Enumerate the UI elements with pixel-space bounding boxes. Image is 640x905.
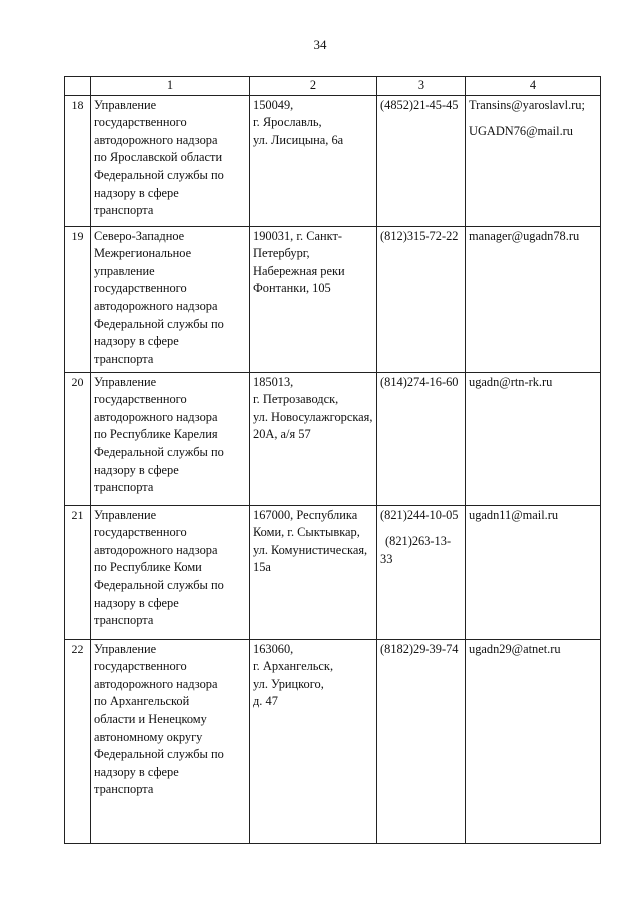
table-row: [65, 95, 601, 226]
address-cell-line: Фонтанки, 105: [253, 281, 331, 296]
organization-name-line: надзору в сфере: [94, 764, 179, 779]
organization-name-line: управление: [94, 263, 155, 278]
table-row: [65, 372, 601, 505]
table-row: [65, 639, 601, 843]
phone-cell: [377, 505, 466, 639]
organization-name-line: транспорта: [94, 782, 154, 797]
email-cell-line: ugadn@rtn-rk.ru: [469, 374, 553, 389]
address-cell-line: 20А, а/я 57: [253, 427, 311, 442]
email-cell: [466, 639, 601, 843]
address-cell-line: ул. Лисицына, 6а: [253, 132, 344, 147]
organization-name: [91, 226, 250, 372]
organization-name-line: Федеральной службы по: [94, 747, 224, 762]
address-cell: [250, 95, 377, 226]
organization-name-line: автодорожного надзора: [94, 676, 218, 691]
organization-name-line: по Ярославской области: [94, 150, 223, 165]
organization-name-line: Управление: [94, 641, 157, 656]
organization-name-line: автодорожного надзора: [94, 298, 218, 313]
email-cell-line: ugadn11@mail.ru: [469, 507, 559, 522]
header-cell-2: 2: [250, 77, 377, 96]
address-cell: [250, 226, 377, 372]
header-cell-3: 3: [377, 77, 466, 96]
phone-cell-line: (812)315-72-22: [380, 228, 459, 243]
organization-name-line: государственного: [94, 525, 187, 540]
address-cell: [250, 639, 377, 843]
address-cell-line: д. 47: [253, 694, 278, 709]
organization-name-line: Федеральной службы по: [94, 577, 224, 592]
email-cell: [466, 372, 601, 505]
phone-cell: [377, 95, 466, 226]
address-cell-line: ул. Комунистическая,: [253, 542, 368, 557]
organization-name-line: Федеральной службы по: [94, 316, 224, 331]
organization-name: [91, 639, 250, 843]
organization-name-line: Федеральной службы по: [94, 444, 224, 459]
email-cell-line: ugadn29@atnet.ru: [469, 641, 561, 656]
address-cell: [250, 372, 377, 505]
row-number: 18: [65, 95, 91, 226]
organization-name-line: Управление: [94, 374, 157, 389]
header-cell-1: 1: [91, 77, 250, 96]
email-cell-line: manager@ugadn78.ru: [469, 228, 580, 243]
organization-name-line: автономному округу: [94, 729, 203, 744]
phone-cell-line: (821)244-10-05: [380, 507, 459, 522]
address-cell-line: 167000, Республика: [253, 507, 358, 522]
email-cell: [466, 505, 601, 639]
address-cell-line: ул. Новосулажгорская,: [253, 409, 373, 424]
phone-cell-line: 33: [380, 551, 393, 566]
address-cell: [250, 505, 377, 639]
organization-name-line: государственного: [94, 281, 187, 296]
page-number: 34: [313, 37, 327, 52]
table-header-row: [65, 77, 601, 96]
email-cell: [466, 226, 601, 372]
address-cell-line: Набережная реки: [253, 263, 345, 278]
address-cell-line: г. Архангельск,: [253, 659, 334, 674]
organization-name-line: по Архангельской: [94, 694, 190, 709]
phone-cell-line: (4852)21-45-45: [380, 97, 459, 112]
address-cell-line: 163060,: [253, 641, 294, 656]
phone-cell-line: (821)263-13-: [385, 534, 452, 549]
organization-name-line: государственного: [94, 392, 187, 407]
row-number: 19: [65, 226, 91, 372]
organization-name-line: транспорта: [94, 480, 154, 495]
organization-name-line: по Республике Карелия: [94, 427, 218, 442]
organization-name-line: Управление: [94, 97, 157, 112]
table-row: [65, 226, 601, 372]
organization-name: [91, 505, 250, 639]
organization-name-line: автодорожного надзора: [94, 542, 218, 557]
organization-name: [91, 372, 250, 505]
table-row: [65, 505, 601, 639]
organization-name-line: надзору в сфере: [94, 334, 179, 349]
address-cell-line: Коми, г. Сыктывкар,: [253, 525, 360, 540]
contacts-table: [64, 76, 601, 844]
organization-name-line: Межрегиональное: [94, 246, 192, 261]
phone-cell: [377, 372, 466, 505]
row-number: 21: [65, 505, 91, 639]
address-cell-line: ул. Урицкого,: [253, 676, 324, 691]
header-cell-4: 4: [466, 77, 601, 96]
phone-cell-line: (814)274-16-60: [380, 374, 459, 389]
phone-cell: [377, 639, 466, 843]
organization-name-line: транспорта: [94, 351, 154, 366]
row-number: 20: [65, 372, 91, 505]
organization-name-line: надзору в сфере: [94, 462, 179, 477]
address-cell-line: г. Ярославль,: [253, 115, 322, 130]
organization-name-line: государственного: [94, 659, 187, 674]
row-number: 22: [65, 639, 91, 843]
address-cell-line: 185013,: [253, 374, 294, 389]
organization-name-line: по Республике Коми: [94, 560, 202, 575]
email-cell-line: Transins@yaroslavl.ru;: [469, 97, 585, 112]
organization-name-line: области и Ненецкому: [94, 711, 207, 726]
organization-name: [91, 95, 250, 226]
organization-name-line: надзору в сфере: [94, 185, 179, 200]
phone-cell-line: (8182)29-39-74: [380, 641, 459, 656]
address-cell-line: г. Петрозаводск,: [253, 392, 339, 407]
address-cell-line: 190031, г. Санкт-: [253, 228, 343, 243]
organization-name-line: государственного: [94, 115, 187, 130]
phone-cell: [377, 226, 466, 372]
organization-name-line: транспорта: [94, 203, 154, 218]
organization-name-line: Федеральной службы по: [94, 167, 224, 182]
email-cell-line: UGADN76@mail.ru: [469, 124, 573, 139]
organization-name-line: Управление: [94, 507, 157, 522]
header-cell-num: [65, 77, 91, 96]
address-cell-line: 150049,: [253, 97, 294, 112]
email-cell: [466, 95, 601, 226]
organization-name-line: автодорожного надзора: [94, 409, 218, 424]
address-cell-line: 15а: [253, 560, 271, 575]
organization-name-line: транспорта: [94, 613, 154, 628]
organization-name-line: автодорожного надзора: [94, 132, 218, 147]
organization-name-line: надзору в сфере: [94, 595, 179, 610]
address-cell-line: Петербург,: [253, 246, 310, 261]
organization-name-line: Северо-Западное: [94, 228, 185, 243]
